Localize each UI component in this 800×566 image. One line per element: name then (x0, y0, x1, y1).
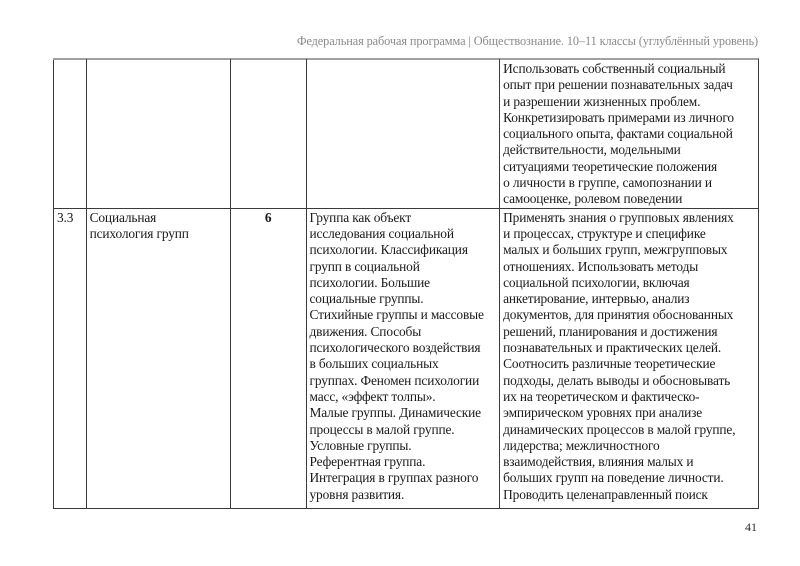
curriculum-table (53, 59, 759, 509)
content-cell (306, 208, 500, 508)
text-line: Проводить целенаправленный поиск (503, 486, 708, 502)
text-line: решений, планирования и достижения (503, 323, 718, 339)
text-line: Условные группы. (309, 437, 412, 453)
activity-cell (500, 60, 759, 209)
text-line: Интеграция в группах разного (309, 470, 479, 486)
text-line: больших групп на поведение личности. (503, 470, 724, 486)
text-line: Группа как объект (309, 209, 412, 225)
table-row (54, 60, 759, 209)
text-line: и процессах, структуре и специфике (503, 225, 706, 241)
text-line: социальные группы. (309, 291, 424, 307)
text-line: процессы в малой группе. (309, 421, 455, 437)
text-line: анкетирование, интервью, анализ (503, 291, 690, 307)
content-cell (306, 60, 500, 209)
text-line: их на теоретическом и фактическо- (503, 388, 700, 404)
text-line: социальной психологии, включая (503, 274, 690, 290)
text-line: Стихийные группы и массовые (309, 307, 484, 323)
text-line: ситуациями теоретические положения (503, 158, 718, 174)
section-number-cell: 3.3 (54, 208, 87, 508)
table-row (54, 208, 759, 508)
text-line: действительности, модельными (503, 142, 681, 158)
text-line: подходы, делать выводы и обосновывать (503, 372, 731, 388)
text-line: познавательных и практических целей. (503, 340, 722, 356)
text-line: лидерства; межличностного (503, 437, 660, 453)
text-line: Социальная (89, 209, 157, 225)
text-line: Конкретизировать примерами из личного (503, 109, 734, 125)
text-line: Референтная группа. (309, 454, 426, 470)
activity-cell (500, 208, 759, 508)
text-line: отношениях. Использовать методы (503, 258, 699, 274)
text-line: Использовать собственный социальный (503, 61, 726, 76)
text-line: самооценке, ролевом поведении (503, 191, 683, 207)
text-line: социального опыта, фактами социальной (503, 126, 733, 142)
text-line: опыт при решении познавательных задач (503, 77, 733, 93)
text-line: в больших социальных (309, 356, 439, 372)
text-line: масс, «эффект толпы». (309, 388, 436, 404)
text-line: документов, для принятия обоснованных (503, 307, 734, 323)
page-number: 41 (745, 520, 757, 534)
text-line: психологического воздействия (309, 340, 481, 356)
hours-cell: 6 (230, 208, 306, 508)
text-line: психология групп (89, 225, 189, 241)
text-line: о личности в группе, самопознании и (503, 175, 712, 191)
text-line: взаимодействия, влияния малых и (503, 454, 694, 470)
text-line: Малые группы. Динамические (309, 405, 481, 421)
text-line: уровня развития. (309, 486, 405, 502)
text-line: и разрешении жизненных проблем. (503, 93, 701, 109)
text-line: малых и больших групп, межгрупповых (503, 242, 728, 258)
text-line: движения. Способы (309, 323, 422, 339)
text-line: психологии. Классификация (309, 242, 468, 258)
text-line: групп в социальной (309, 258, 420, 274)
text-line: эмпирическом уровнях при анализе (503, 405, 703, 421)
text-line: Соотносить различные теоретические (503, 356, 716, 372)
topic-cell (86, 60, 230, 209)
text-line: группах. Феномен психологии (309, 372, 480, 388)
page-header: Федеральная рабочая программа | Обществознание. 10–11 классы (углублённый уровень) (296, 34, 758, 48)
text-line: психологии. Большие (309, 274, 430, 290)
text-line: Применять знания о групповых явлениях (503, 209, 734, 225)
text-line: исследования социальной (309, 225, 454, 241)
text-line: динамических процессов в малой группе, (503, 421, 736, 437)
section-number-cell (54, 60, 87, 209)
topic-cell (86, 208, 230, 508)
hours-cell (230, 60, 306, 209)
